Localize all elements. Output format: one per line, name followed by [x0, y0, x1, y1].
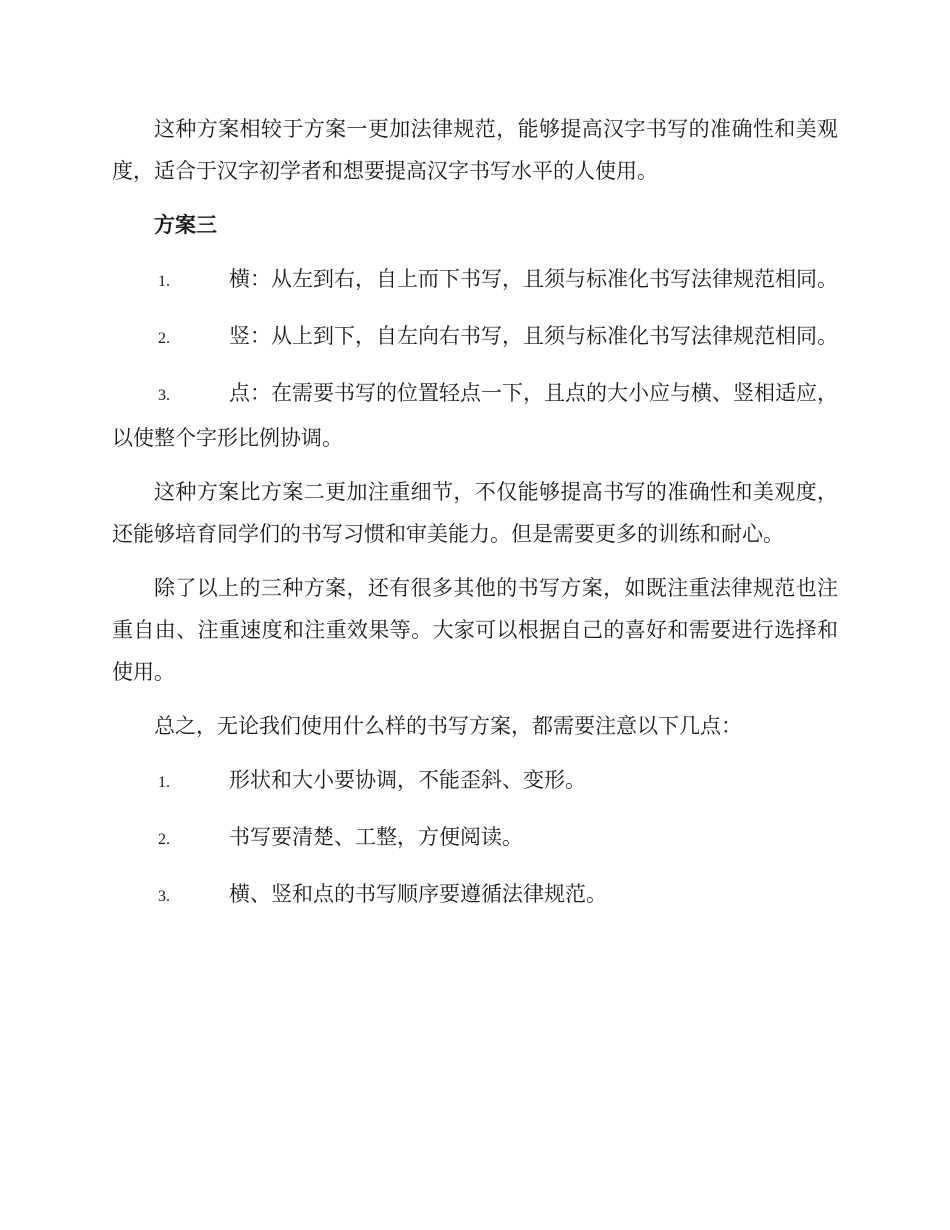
notes-list-item — [112, 816, 838, 861]
list-number: 2. — [158, 330, 170, 347]
list-text: 形状和大小要协调，不能歪斜、变形。 — [229, 768, 586, 792]
list-number: 1. — [158, 273, 170, 290]
paragraph-scheme3-summary: 这种方案比方案二更加注重细节，不仅能够提高书写的准确性和美观度，还能够培育同学们的书写习惯和审美能力。但是需要更多的训练和耐心。 — [112, 480, 838, 546]
list-text: 横：从左到右，自上而下书写，且须与标准化书写法律规范相同。 — [229, 267, 838, 291]
heading-scheme3: 方案三 — [154, 212, 217, 237]
list-number: 3. — [158, 387, 170, 404]
list-number: 1. — [158, 774, 170, 791]
list-number: 2. — [158, 831, 170, 848]
document-page — [112, 108, 838, 930]
paragraph-scheme2-summary: 这种方案相较于方案一更加法律规范，能够提高汉字书写的准确性和美观度，适合于汉字初学者和想要提高汉字书写水平的人使用。 — [112, 117, 838, 183]
list-text: 书写要清楚、工整，方便阅读。 — [229, 825, 523, 849]
paragraph-other-schemes: 除了以上的三种方案，还有很多其他的书写方案，如既注重法律规范也注重自由、注重速度和注重效果等。大家可以根据自己的喜好和需要进行选择和使用。 — [112, 576, 838, 684]
list-text: 点：在需要书写的位置轻点一下，且点的大小应与横、竖相适应，以使整个字形比例协调。 — [112, 381, 838, 450]
scheme3-list-item — [112, 372, 838, 459]
notes-list-item — [112, 759, 838, 804]
list-number: 3. — [158, 888, 170, 905]
scheme3-list-item — [112, 258, 838, 303]
paragraph-conclusion-intro: 总之，无论我们使用什么样的书写方案，都需要注意以下几点： — [154, 714, 742, 738]
notes-list-item — [112, 873, 838, 918]
scheme3-list-item — [112, 315, 838, 360]
list-text: 竖：从上到下，自左向右书写，且须与标准化书写法律规范相同。 — [229, 324, 838, 348]
list-text: 横、竖和点的书写顺序要遵循法律规范。 — [229, 882, 607, 906]
